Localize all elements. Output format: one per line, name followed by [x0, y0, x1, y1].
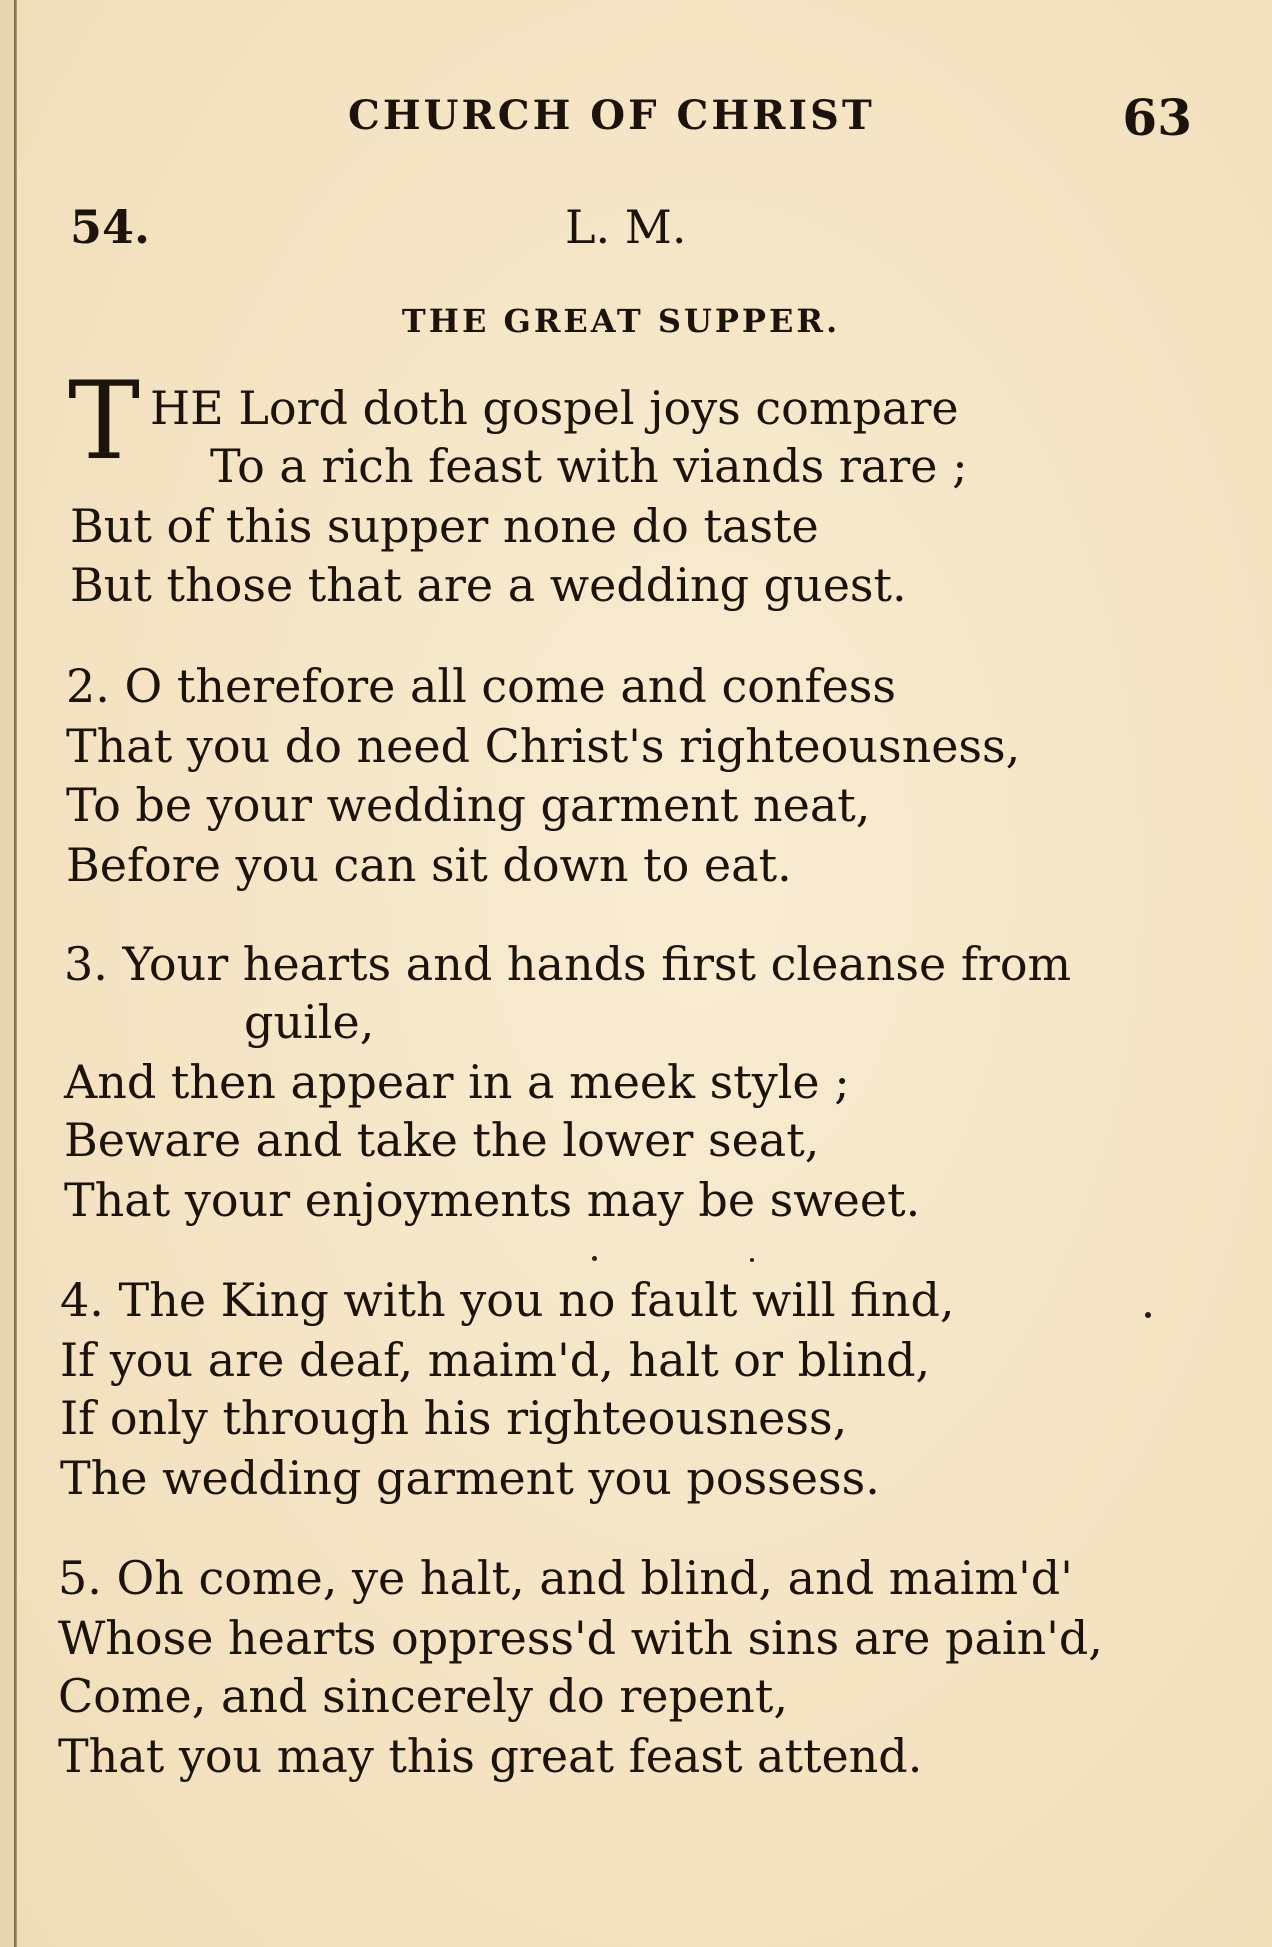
ink-speck — [750, 1258, 754, 1262]
verse-line: guile, — [244, 995, 375, 1049]
verse-line: To be your wedding garment neat, — [66, 778, 871, 832]
verse-line: 2. O therefore all come and confess — [66, 659, 896, 713]
verse-line: That you may this great feast attend. — [58, 1729, 923, 1783]
verse-line: 4. The King with you no fault will find, — [60, 1273, 955, 1327]
verse-line: If only through his righteousness, — [60, 1391, 848, 1445]
verse-line: Before you can sit down to eat. — [66, 838, 792, 892]
drop-cap: T — [68, 359, 141, 484]
page-gutter — [0, 0, 14, 1947]
verse-line: If you are deaf, maim'd, halt or blind, — [60, 1333, 931, 1387]
ink-speck — [592, 1256, 597, 1261]
verse-line: 5. Oh come, ye halt, and blind, and maim'd' — [58, 1551, 1073, 1605]
verse-line: That your enjoyments may be sweet. — [64, 1173, 921, 1227]
verse-line: Whose hearts oppress'd with sins are pain'd, — [58, 1611, 1103, 1665]
page-header — [0, 88, 1272, 148]
verse-line: Come, and sincerely do repent, — [58, 1669, 788, 1723]
hymn-meter: L. M. — [565, 200, 687, 254]
page-number: 63 — [1122, 88, 1192, 147]
verse-line: To a rich feast with viands rare ; — [210, 439, 968, 493]
verse-line: But of this supper none do taste — [70, 499, 819, 553]
ink-speck — [1145, 1312, 1151, 1318]
verse-line: Beware and take the lower seat, — [64, 1113, 820, 1167]
verse-line: 3. Your hearts and hands first cleanse from — [64, 937, 1072, 991]
verse-line: That you do need Christ's righteousness, — [66, 719, 1021, 773]
verse-line: And then appear in a meek style ; — [64, 1055, 850, 1109]
verse-line: HE Lord doth gospel joys compare — [150, 381, 959, 435]
hymn-title: THE GREAT SUPPER. — [401, 302, 841, 340]
hymn-number: 54. — [70, 200, 151, 254]
verse-line: The wedding garment you possess. — [60, 1451, 880, 1505]
page-edge-line — [14, 0, 17, 1947]
running-head: CHURCH OF CHRIST — [348, 92, 875, 139]
verse-line: But those that are a wedding guest. — [70, 558, 907, 612]
